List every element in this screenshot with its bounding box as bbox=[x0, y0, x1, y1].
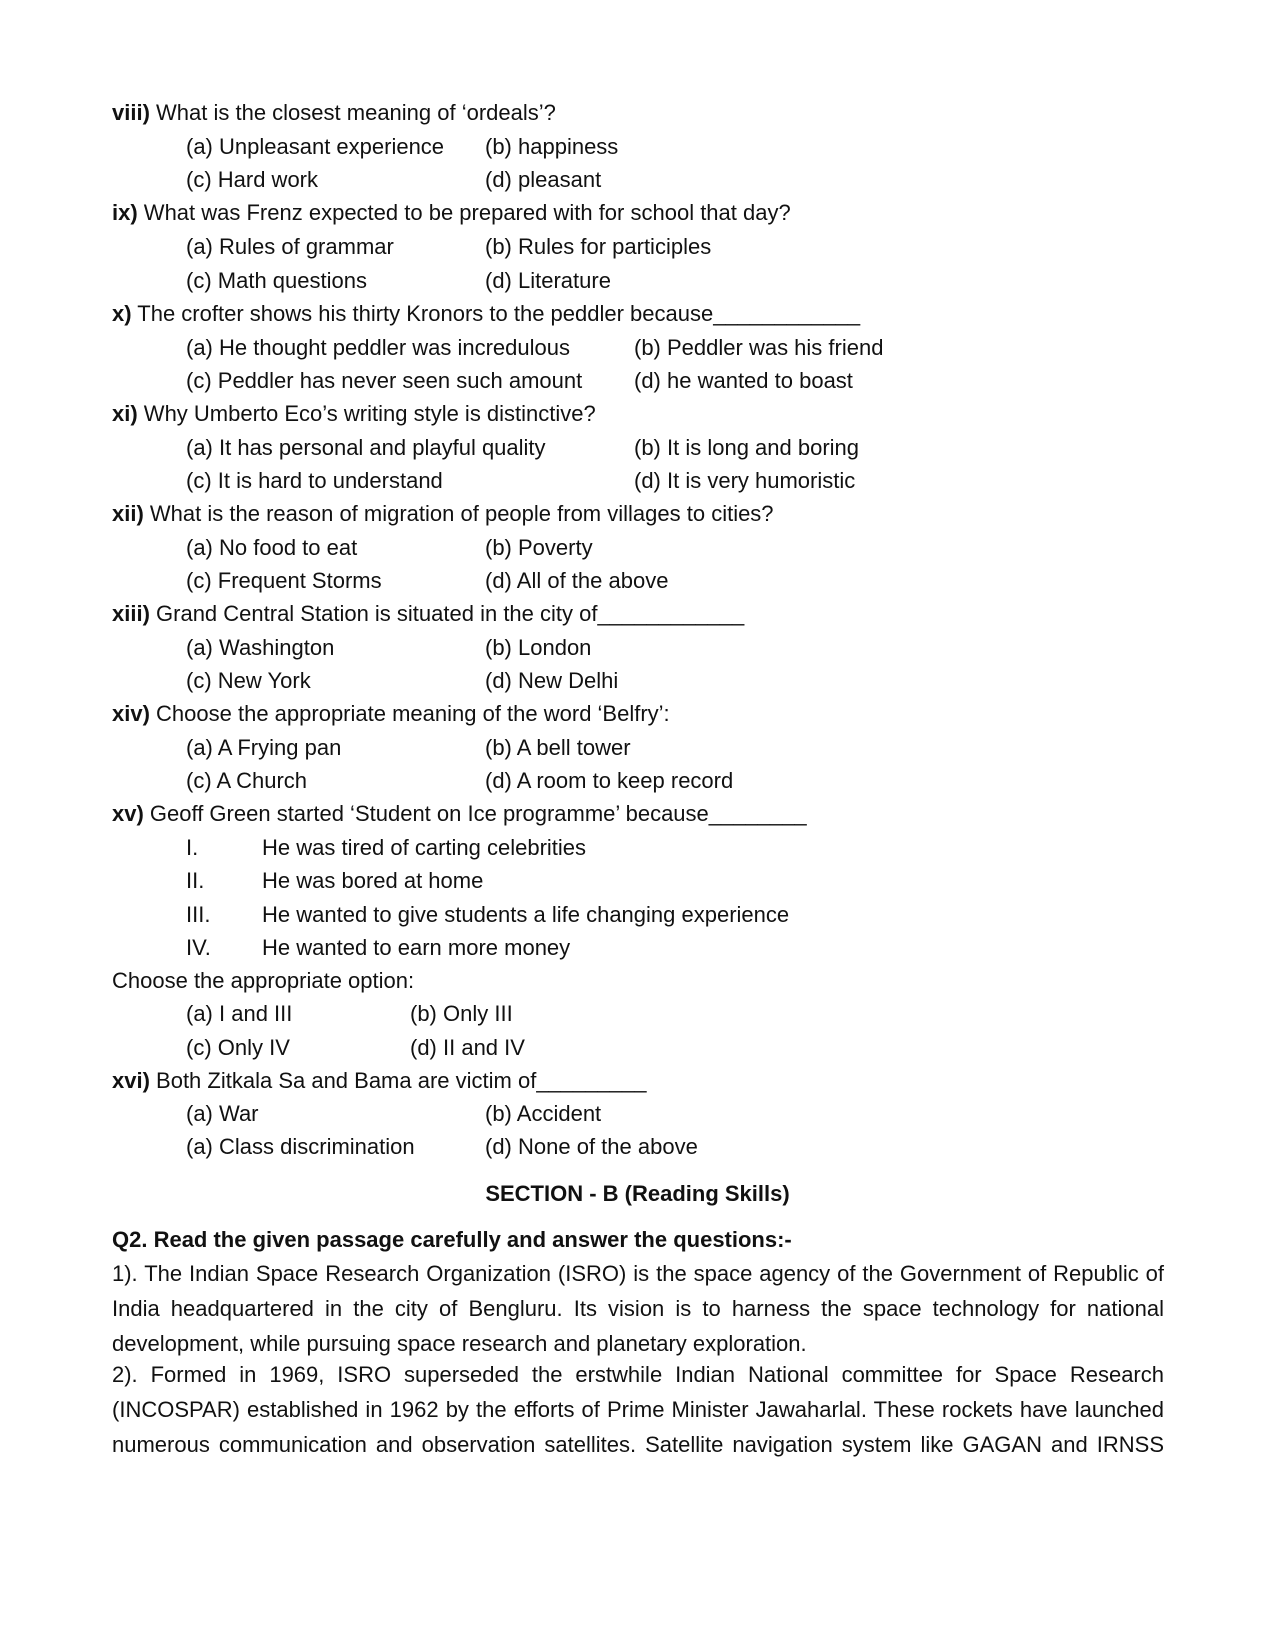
option-a: (a) A Frying pan bbox=[186, 735, 342, 760]
question-text: What is the closest meaning of ‘ordeals’? bbox=[149, 100, 556, 125]
question-text: Why Umberto Eco’s writing style is distinctive? bbox=[137, 401, 596, 426]
option-d: (d) pleasant bbox=[485, 167, 602, 192]
option-d: (d) Literature bbox=[485, 268, 611, 293]
option-c: (c) Hard work bbox=[186, 167, 319, 192]
option-a: (a) War bbox=[186, 1101, 259, 1126]
question-xiii bbox=[112, 601, 744, 627]
question-text: Grand Central Station is situated in the city of____________ bbox=[149, 601, 745, 626]
question-text: Geoff Green started ‘Student on Ice programme’ because________ bbox=[143, 801, 807, 826]
question-number: xiv) bbox=[112, 701, 150, 726]
question-number: xi) bbox=[112, 401, 138, 426]
option-b: (b) Only III bbox=[410, 1001, 513, 1026]
question-number: xii) bbox=[112, 501, 144, 526]
option-b: (b) Poverty bbox=[485, 535, 593, 560]
question-xiv bbox=[112, 701, 670, 727]
choose-option-label: Choose the appropriate option: bbox=[112, 968, 415, 993]
question-text: What is the reason of migration of people from villages to cities? bbox=[143, 501, 774, 526]
passage-line: numerous communication and observation satellites. Satellite navigation system like GAGAN and IRNSS bbox=[112, 1432, 1164, 1457]
question-ix bbox=[112, 200, 791, 226]
passage-paragraph-1 bbox=[112, 1256, 1164, 1361]
statement-text: He was bored at home bbox=[262, 868, 484, 893]
option-b: (b) London bbox=[485, 635, 592, 660]
question-xv bbox=[112, 801, 807, 827]
option-c: (c) New York bbox=[186, 668, 311, 693]
passage-paragraph-2 bbox=[112, 1357, 1164, 1462]
option-b: (b) Rules for participles bbox=[485, 234, 712, 259]
option-d: (d) he wanted to boast bbox=[634, 368, 853, 393]
passage-line: (INCOSPAR) established in 1962 by the efforts of Prime Minister Jawaharlal. These rockets have launched bbox=[112, 1397, 1164, 1422]
question-number: viii) bbox=[112, 100, 150, 125]
question-xi bbox=[112, 401, 596, 427]
question-xvi bbox=[112, 1068, 646, 1094]
option-c: (a) Class discrimination bbox=[186, 1134, 415, 1159]
option-c: (c) Peddler has never seen such amount bbox=[186, 368, 583, 393]
question-x bbox=[112, 301, 860, 327]
option-a: (a) Unpleasant experience bbox=[186, 134, 445, 159]
question-text: Both Zitkala Sa and Bama are victim of_________ bbox=[149, 1068, 647, 1093]
option-b: (b) It is long and boring bbox=[634, 435, 860, 460]
question-text: The crofter shows his thirty Kronors to the peddler because____________ bbox=[131, 301, 861, 326]
option-d: (d) All of the above bbox=[485, 568, 669, 593]
option-b: (b) A bell tower bbox=[485, 735, 631, 760]
statement-text: He was tired of carting celebrities bbox=[262, 835, 587, 860]
option-a: (a) Rules of grammar bbox=[186, 234, 394, 259]
statement-numeral: III. bbox=[186, 902, 211, 927]
passage-line: India headquartered in the city of Bengluru. Its vision is to harness the space technology for national bbox=[112, 1296, 1164, 1321]
question-number: xiii) bbox=[112, 601, 150, 626]
question-text: Choose the appropriate meaning of the word ‘Belfry’: bbox=[149, 701, 670, 726]
option-c: (c) Only IV bbox=[186, 1035, 290, 1060]
statement-numeral: IV. bbox=[186, 935, 211, 960]
statement-text: He wanted to give students a life changing experience bbox=[262, 902, 790, 927]
passage-line: 1). The Indian Space Research Organization (ISRO) is the space agency of the Government of Republic of bbox=[112, 1261, 1164, 1286]
q2-heading: Q2. Read the given passage carefully and answer the questions:- bbox=[112, 1227, 792, 1252]
question-text: What was Frenz expected to be prepared with for school that day? bbox=[137, 200, 791, 225]
option-a: (a) Washington bbox=[186, 635, 335, 660]
section-heading: SECTION - B (Reading Skills) bbox=[485, 1181, 790, 1206]
passage-line: 2). Formed in 1969, ISRO superseded the erstwhile Indian National committee for Space Research bbox=[112, 1362, 1164, 1387]
question-number: ix) bbox=[112, 200, 138, 225]
statement-numeral: I. bbox=[186, 835, 199, 860]
option-a: (a) He thought peddler was incredulous bbox=[186, 335, 571, 360]
option-d: (d) A room to keep record bbox=[485, 768, 734, 793]
option-c: (c) A Church bbox=[186, 768, 308, 793]
question-xii bbox=[112, 501, 774, 527]
option-d: (d) New Delhi bbox=[485, 668, 619, 693]
statement-numeral: II. bbox=[186, 868, 205, 893]
option-b: (b) Peddler was his friend bbox=[634, 335, 884, 360]
question-number: xvi) bbox=[112, 1068, 150, 1093]
question-number: x) bbox=[112, 301, 132, 326]
option-c: (c) It is hard to understand bbox=[186, 468, 443, 493]
option-a: (a) No food to eat bbox=[186, 535, 358, 560]
option-d: (d) II and IV bbox=[410, 1035, 525, 1060]
passage-line: development, while pursuing space research and planetary exploration. bbox=[112, 1331, 807, 1356]
option-a: (a) I and III bbox=[186, 1001, 293, 1026]
option-c: (c) Frequent Storms bbox=[186, 568, 382, 593]
option-c: (c) Math questions bbox=[186, 268, 367, 293]
option-d: (d) It is very humoristic bbox=[634, 468, 856, 493]
option-d: (d) None of the above bbox=[485, 1134, 698, 1159]
question-viii bbox=[112, 100, 556, 126]
option-a: (a) It has personal and playful quality bbox=[186, 435, 546, 460]
question-number: xv) bbox=[112, 801, 144, 826]
option-b: (b) happiness bbox=[485, 134, 619, 159]
option-b: (b) Accident bbox=[485, 1101, 602, 1126]
statement-text: He wanted to earn more money bbox=[262, 935, 571, 960]
